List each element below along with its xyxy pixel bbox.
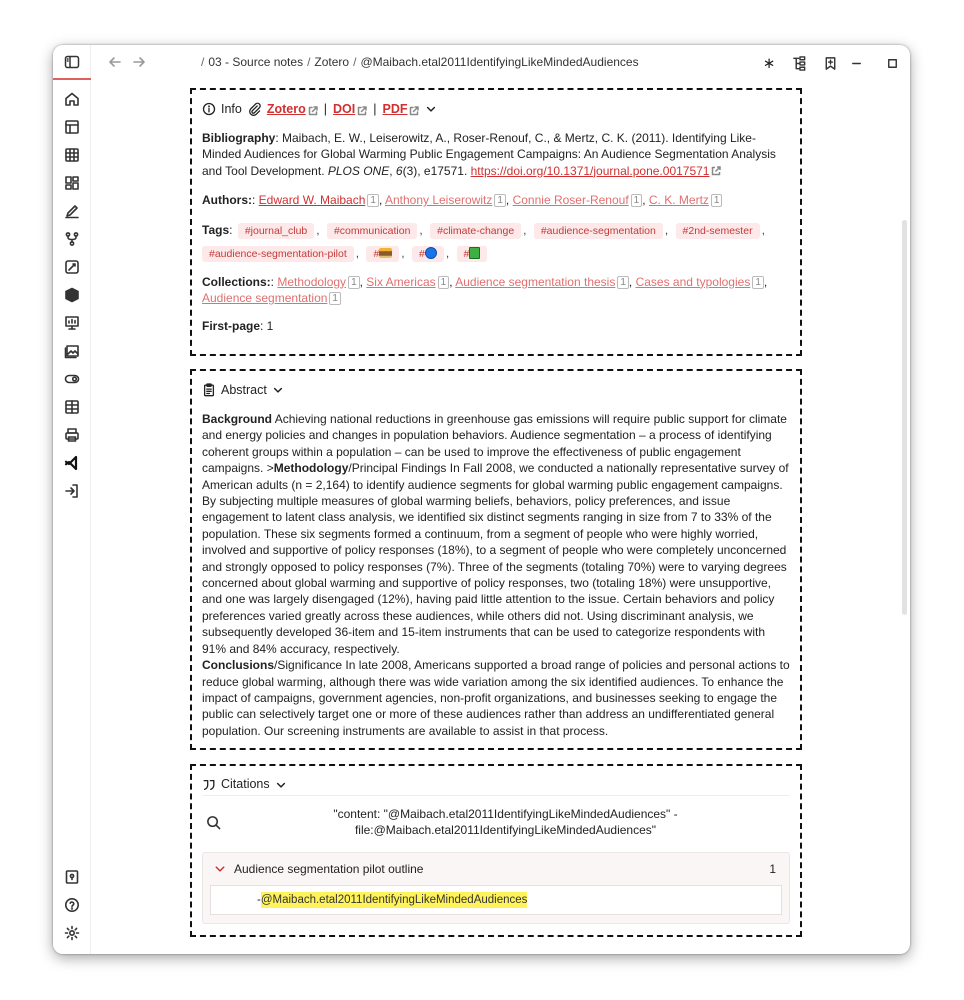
tag-emoji[interactable]	[412, 246, 444, 262]
presentation-icon	[64, 315, 80, 331]
tag[interactable]: #2nd-semester	[676, 223, 760, 239]
forward-button[interactable]	[131, 54, 147, 70]
tag-emoji[interactable]	[457, 246, 488, 262]
tree-icon	[792, 56, 807, 71]
result-file-title[interactable]: Audience segmentation pilot outline	[234, 861, 424, 876]
clipboard-icon	[202, 383, 216, 397]
quote-icon	[202, 778, 216, 792]
author-link[interactable]: C. K. Mertz	[648, 193, 709, 208]
vscode-icon	[64, 455, 80, 471]
blue-circle-icon	[425, 247, 437, 259]
result-match-highlight: @Maibach.etal2011IdentifyingLikeMindedAudiences	[261, 892, 528, 908]
external-link-icon	[308, 104, 318, 114]
title-bar	[91, 45, 910, 80]
abstract-callout-title: Abstract	[221, 382, 267, 397]
first-page-row	[202, 318, 790, 334]
citations-callout	[190, 764, 802, 937]
info-icon	[202, 102, 216, 116]
search-result	[202, 852, 790, 924]
tags-label: Tags	[202, 222, 230, 237]
result-prefix: -	[257, 893, 261, 906]
canvas-icon	[64, 259, 80, 275]
bibliography-text: : Maibach, E. W., Leiserowitz, A., Roser-Renouf, C., & Mertz, C. K. (2011). Identifying Like-Minded Audiences for Global Warming Public Engagement Campaigns: An Audience Segmentation Analysis and Tool Development.	[202, 131, 776, 178]
tags-row: Tags: #journal_club , #communication , #climate-change , #audience-segmentation , #2nd-semester , #audience-segmentation-pilot , # , # , #	[202, 222, 765, 260]
books-icon	[379, 248, 392, 258]
vault-switcher-button[interactable]	[61, 866, 83, 888]
breadcrumb: / 03 - Source notes / Zotero / @Maibach.etal2011IdentifyingLikeMindedAudiences	[201, 55, 639, 69]
pdf-link[interactable]: PDF	[382, 101, 408, 116]
asterisk-button[interactable]	[760, 54, 778, 72]
count-badge: 1	[752, 276, 764, 289]
collection-link[interactable]: Audience segmentation thesis	[455, 274, 616, 289]
print-button[interactable]	[61, 424, 83, 446]
volume: 6	[395, 163, 403, 178]
tag[interactable]: #journal_club	[238, 223, 314, 239]
info-callout-title: Info	[221, 101, 242, 116]
info-callout-header[interactable]	[202, 100, 790, 118]
citations-callout-title: Citations	[221, 777, 270, 792]
git-fork-icon	[64, 231, 80, 247]
result-match-line[interactable]	[210, 885, 782, 915]
presentation-button[interactable]	[61, 312, 83, 334]
count-badge: 1	[631, 194, 643, 207]
collection-link[interactable]: Audience segmentation	[202, 291, 328, 306]
search-icon[interactable]	[206, 815, 221, 830]
paperclip-icon	[248, 102, 262, 116]
search-query	[221, 806, 790, 838]
graph-button[interactable]	[61, 228, 83, 250]
package-button[interactable]	[61, 284, 83, 306]
count-badge: 1	[348, 276, 360, 289]
separator: |	[373, 101, 377, 116]
table-button[interactable]	[61, 144, 83, 166]
breadcrumb-item[interactable]: Zotero	[314, 55, 350, 69]
journal-sep: ,	[389, 163, 396, 178]
external-link-icon	[711, 164, 721, 174]
methodology-label: Methodology	[273, 461, 349, 476]
tag-hash: #	[373, 247, 380, 260]
sidebar-toggle-icon	[64, 54, 80, 70]
citations-callout-header[interactable]	[202, 776, 790, 796]
count-badge: 1	[329, 292, 341, 305]
dashboard-button[interactable]	[61, 172, 83, 194]
collections-sep: :	[270, 274, 278, 289]
doi-link[interactable]: DOI	[333, 101, 356, 116]
chevron-down-icon[interactable]	[425, 103, 437, 115]
count-badge: 1	[711, 194, 723, 207]
background-text: Achieving national reductions in greenhouse gas emissions will require public support for climate and energy policies and changes in population behaviors. Audience segmentation – a process of identifying coherent groups within a population – can be used to improve the effectiveness of public engagement campaigns. >	[202, 412, 787, 476]
tag-hash: #	[463, 247, 470, 260]
green-book-icon	[469, 247, 480, 259]
sidebar-toggle-button[interactable]	[53, 45, 91, 80]
cube-icon	[64, 287, 80, 303]
arrow-left-icon	[107, 54, 123, 70]
layout-icon	[64, 119, 80, 135]
external-link-icon	[409, 104, 419, 114]
bibliography-label: Bibliography	[202, 131, 276, 145]
gallery-button[interactable]	[61, 340, 83, 362]
gear-icon	[64, 925, 80, 941]
search-row	[202, 802, 790, 842]
asterisk-icon: ∗	[762, 55, 776, 72]
author-link[interactable]: Edward W. Maibach	[258, 193, 366, 208]
first-page-value: : 1	[260, 319, 274, 334]
author-link[interactable]: Anthony Leiserowitz	[384, 193, 493, 208]
issue-pages: (3), e17571.	[402, 163, 471, 178]
grid-icon	[64, 399, 80, 415]
tags-colon: :	[229, 222, 233, 237]
pencil-icon	[64, 203, 80, 219]
count-badge: 1	[367, 194, 379, 207]
canvas-button[interactable]	[61, 256, 83, 278]
maximize-button[interactable]	[883, 54, 901, 72]
minimize-button[interactable]	[847, 54, 865, 72]
left-ribbon	[53, 45, 91, 954]
collection-link[interactable]: Cases and typologies	[635, 274, 751, 289]
abstract-callout	[190, 369, 802, 750]
layout-button[interactable]	[61, 116, 83, 138]
breadcrumb-item[interactable]: 03 - Source notes	[208, 55, 304, 69]
query-line: "content: "@Maibach.etal2011IdentifyingLikeMindedAudiences" -	[333, 807, 678, 821]
count-badge: 1	[438, 276, 450, 289]
tag[interactable]: #audience-segmentation	[534, 223, 663, 239]
table-icon	[64, 147, 80, 163]
abstract-text	[202, 411, 790, 739]
chevron-down-icon[interactable]	[214, 863, 226, 875]
separator: |	[323, 101, 327, 116]
methodology-text: /Principal Findings In Fall 2008, we conducted a nationally representative survey of American adults (n = 2,164) to identify audience segments for global warming public engagement campaigns. By subjecting multiple measures of global warming beliefs, behaviors, policy preferences, and issue engagement to latent class analysis, we identified six distinct segments ranging in size from 7 to 33% of the population. These six segments formed a continuum, from a segment of people who were highly worried, involved and supportive of policy responses (18%), to a segment of people who were completely unconcerned and strongly opposed to policy responses (7%). Three of the segments (totaling 70%) were to varying degrees concerned about global warming and supportive of policy responses, two (totaling 18%) were unsupportive, and one was largely disengaged (12%), having paid little attention to the issue. Certain behaviors and policy preferences varied greatly across these audiences, while others did not. Using discriminant analysis, we subsequently developed 36-item and 15-item instruments that can be used to categorize respondents with 91% and 84% accuracy, respectively.	[202, 461, 789, 656]
log-in-icon	[64, 483, 80, 499]
maximize-icon	[885, 56, 900, 71]
conclusions-text: /Significance In late 2008, Americans supported a broad range of policies and personal actions to reduce global warming, although there was wide variation among the six identified audiences. To enhance the impact of campaigns, government agencies, non-profit organizations, and businesses seeking to engage the public can selectively target one or more of these audiences rather than address an undifferentiated general population. Our screening instruments are available to assist in that process.	[202, 658, 790, 738]
grid-button[interactable]	[61, 396, 83, 418]
external-link-icon	[357, 104, 367, 114]
toggle-icon	[64, 371, 80, 387]
tag-emoji[interactable]	[366, 246, 399, 262]
bookmark-icon	[823, 56, 838, 71]
back-button[interactable]	[107, 54, 123, 70]
background-label: Background	[202, 412, 273, 426]
collections-label: Collections:	[202, 274, 271, 289]
first-page-label: First-page	[202, 319, 261, 334]
scrollbar[interactable]	[902, 220, 907, 615]
zotero-link[interactable]: Zotero	[266, 101, 306, 116]
doi-url-link[interactable]: https://doi.org/10.1371/journal.pone.0017571	[470, 163, 710, 178]
help-icon	[64, 897, 80, 913]
count-badge: 1	[494, 194, 506, 207]
collections-row: Collections:: Methodology 1 , Six Americas 1 , Audience segmentation thesis 1 , Cases and typologies 1 , Audience segmentation 1	[202, 274, 768, 306]
vault-icon	[64, 869, 80, 885]
collection-link[interactable]: Methodology	[277, 274, 347, 289]
minimize-icon	[849, 56, 864, 71]
toggle-button[interactable]	[61, 368, 83, 390]
tag-hash: #	[418, 247, 425, 260]
result-count: 1	[769, 861, 776, 876]
open-button[interactable]	[61, 480, 83, 502]
help-button[interactable]	[61, 894, 83, 916]
count-badge: 1	[617, 276, 629, 289]
result-header[interactable]	[210, 853, 782, 885]
draw-button[interactable]	[61, 200, 83, 222]
tag[interactable]: #audience-segmentation-pilot	[202, 246, 354, 262]
author-link[interactable]: Connie Roser-Renouf	[512, 193, 629, 208]
bibliography	[202, 130, 790, 179]
dashboard-icon	[64, 175, 80, 191]
images-icon	[64, 343, 80, 359]
chevron-down-icon[interactable]	[275, 779, 287, 791]
settings-button[interactable]	[61, 922, 83, 944]
bookmark-button[interactable]	[821, 54, 839, 72]
arrow-right-icon	[131, 54, 147, 70]
journal-name: PLOS ONE	[327, 163, 390, 178]
tag[interactable]: #communication	[327, 223, 417, 239]
home-icon	[64, 91, 80, 107]
info-callout	[190, 88, 802, 356]
authors-label: Authors:	[202, 193, 252, 208]
abstract-callout-header[interactable]	[202, 381, 790, 399]
conclusions-label: Conclusions	[202, 658, 275, 673]
vscode-button[interactable]	[61, 452, 83, 474]
query-line: file:@Maibach.etal2011IdentifyingLikeMindedAudiences"	[354, 823, 657, 837]
breadcrumb-item[interactable]: @Maibach.etal2011IdentifyingLikeMindedAudiences	[360, 55, 639, 69]
authors-sep: :	[252, 193, 259, 208]
tag[interactable]: #climate-change	[430, 223, 521, 239]
home-button[interactable]	[61, 88, 83, 110]
app-window	[53, 45, 910, 954]
outline-button[interactable]	[790, 54, 808, 72]
chevron-down-icon[interactable]	[272, 384, 284, 396]
collection-link[interactable]: Six Americas	[366, 274, 436, 289]
authors-row: Authors:: Edward W. Maibach 1 , Anthony Leiserowitz 1 , Connie Roser-Renouf 1 , C. K. Mertz 1	[202, 192, 790, 208]
printer-icon	[64, 427, 80, 443]
